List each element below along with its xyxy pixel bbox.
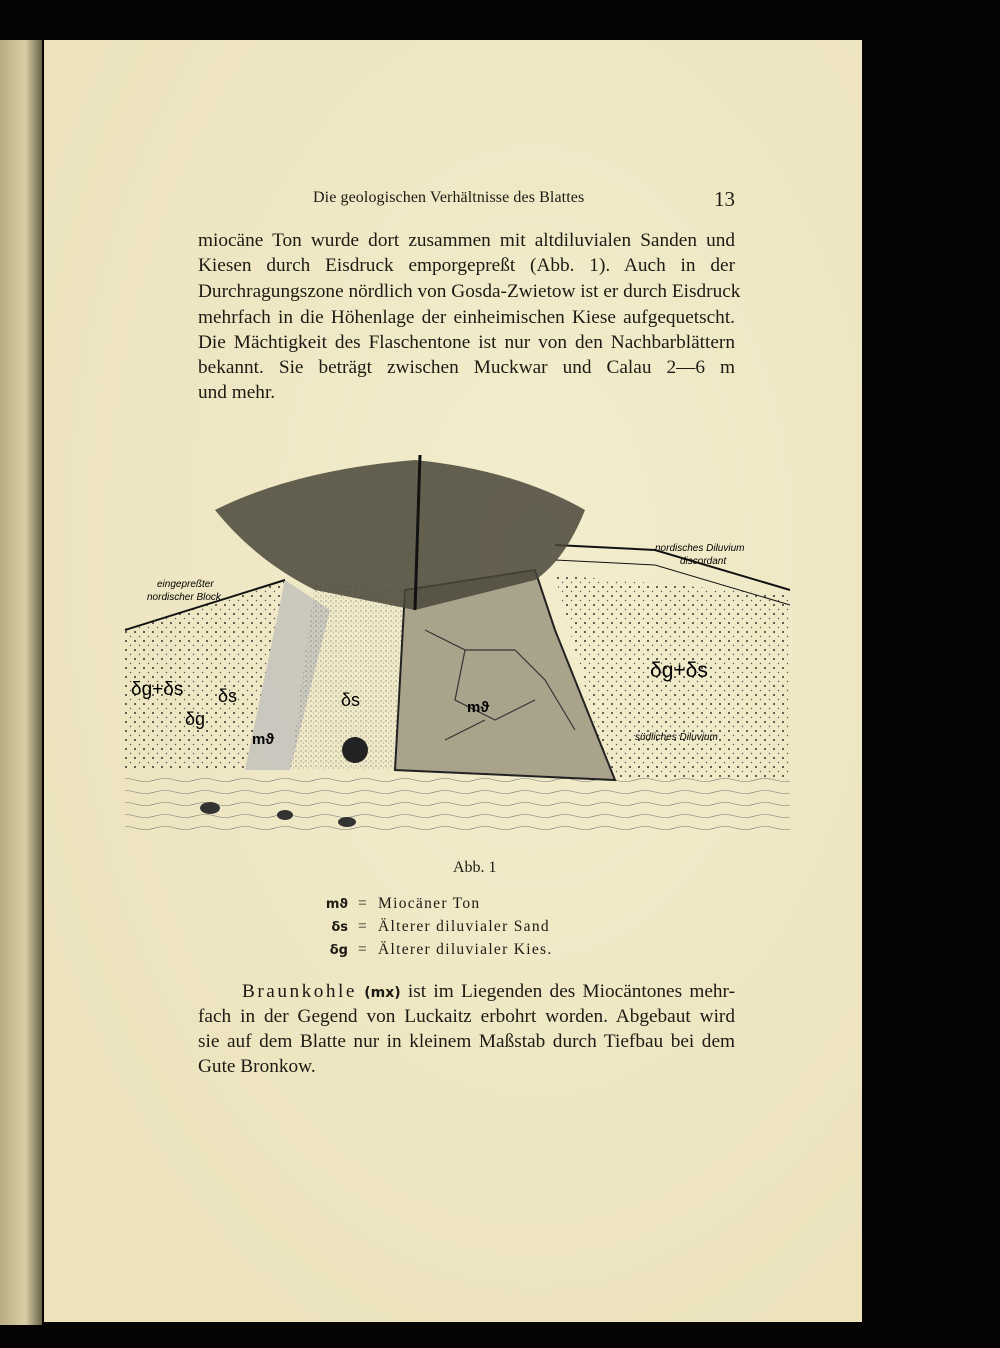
label-discordant: discordant <box>680 556 727 567</box>
text-line: Kiesen durch Eisdruck emporgepreßt (Abb. 1). Auch in der <box>198 255 735 276</box>
symbol: (mx) <box>364 985 401 1001</box>
text-line <box>242 980 735 1005</box>
legend-item: mϑ = Miocäner Ton <box>300 895 480 913</box>
legend-description: Miocäner Ton <box>378 895 481 912</box>
legend-symbol: δs <box>331 920 348 935</box>
page-number: 13 <box>714 187 735 211</box>
label-nordisches-diluvium: nordisches Diluvium <box>655 543 745 554</box>
label-ds: δs <box>218 686 238 706</box>
legend-item: δs = Älterer diluvialer Sand <box>300 918 550 936</box>
text-line: mehrfach in die Höhenlage der einheimischen Kiese aufgequetscht. <box>198 307 735 328</box>
legend-description: Älterer diluvialer Sand <box>378 918 550 935</box>
label-eingepresster: eingepreßter <box>157 579 214 590</box>
text-line: Die Mächtigkeit des Flaschentone ist nur von den Nachbarblättern <box>198 332 735 353</box>
text-line: Durchragungszone nördlich von Gosda-Zwietow ist er durch Eisdruck <box>198 281 741 302</box>
figure-caption: Abb. 1 <box>453 859 497 876</box>
text: ist im Liegenden des Miocäntones mehr- <box>407 981 735 1002</box>
text-line: sie auf dem Blatte nur in kleinem Maßstab durch Tiefbau bei dem <box>198 1031 735 1052</box>
label-m-left: mϑ <box>252 731 275 748</box>
label-ds-center: δs <box>341 690 361 710</box>
boulder <box>342 737 368 763</box>
text-line: bekannt. Sie beträgt zwischen Muckwar und Calau 2—6 m <box>198 357 735 378</box>
label-dg-ds-right: δg+δs <box>650 659 708 682</box>
left-page-edge <box>0 40 42 1325</box>
text-line: fach in der Gegend von Luckaitz erbohrt worden. Abgebaut wird <box>198 1006 735 1027</box>
legend-symbol: δg <box>329 943 348 958</box>
label-suedliches-diluvium: südliches Diluvium <box>635 732 718 743</box>
text-line: und mehr. <box>198 382 276 403</box>
legend-description: Älterer diluvialer Kies. <box>378 941 553 958</box>
label-nordischer-block: nordischer Block <box>147 592 221 603</box>
legend-item: δg = Älterer diluvialer Kies. <box>300 941 553 959</box>
label-dg: δg <box>185 709 206 729</box>
running-header: Die geologischen Verhältnisse des Blattes <box>313 189 585 206</box>
spaced-term: Braunkohle <box>242 981 357 1002</box>
text-line: miocäne Ton wurde dort zusammen mit altdiluvialen Sanden und <box>198 230 735 251</box>
text-line: Gute Bronkow. <box>198 1056 316 1077</box>
legend-symbol: mϑ <box>325 897 348 912</box>
label-m-center: mϑ <box>467 699 490 716</box>
label-dg-ds-left: δg+δs <box>131 679 184 700</box>
geological-cross-section-figure <box>115 450 795 840</box>
